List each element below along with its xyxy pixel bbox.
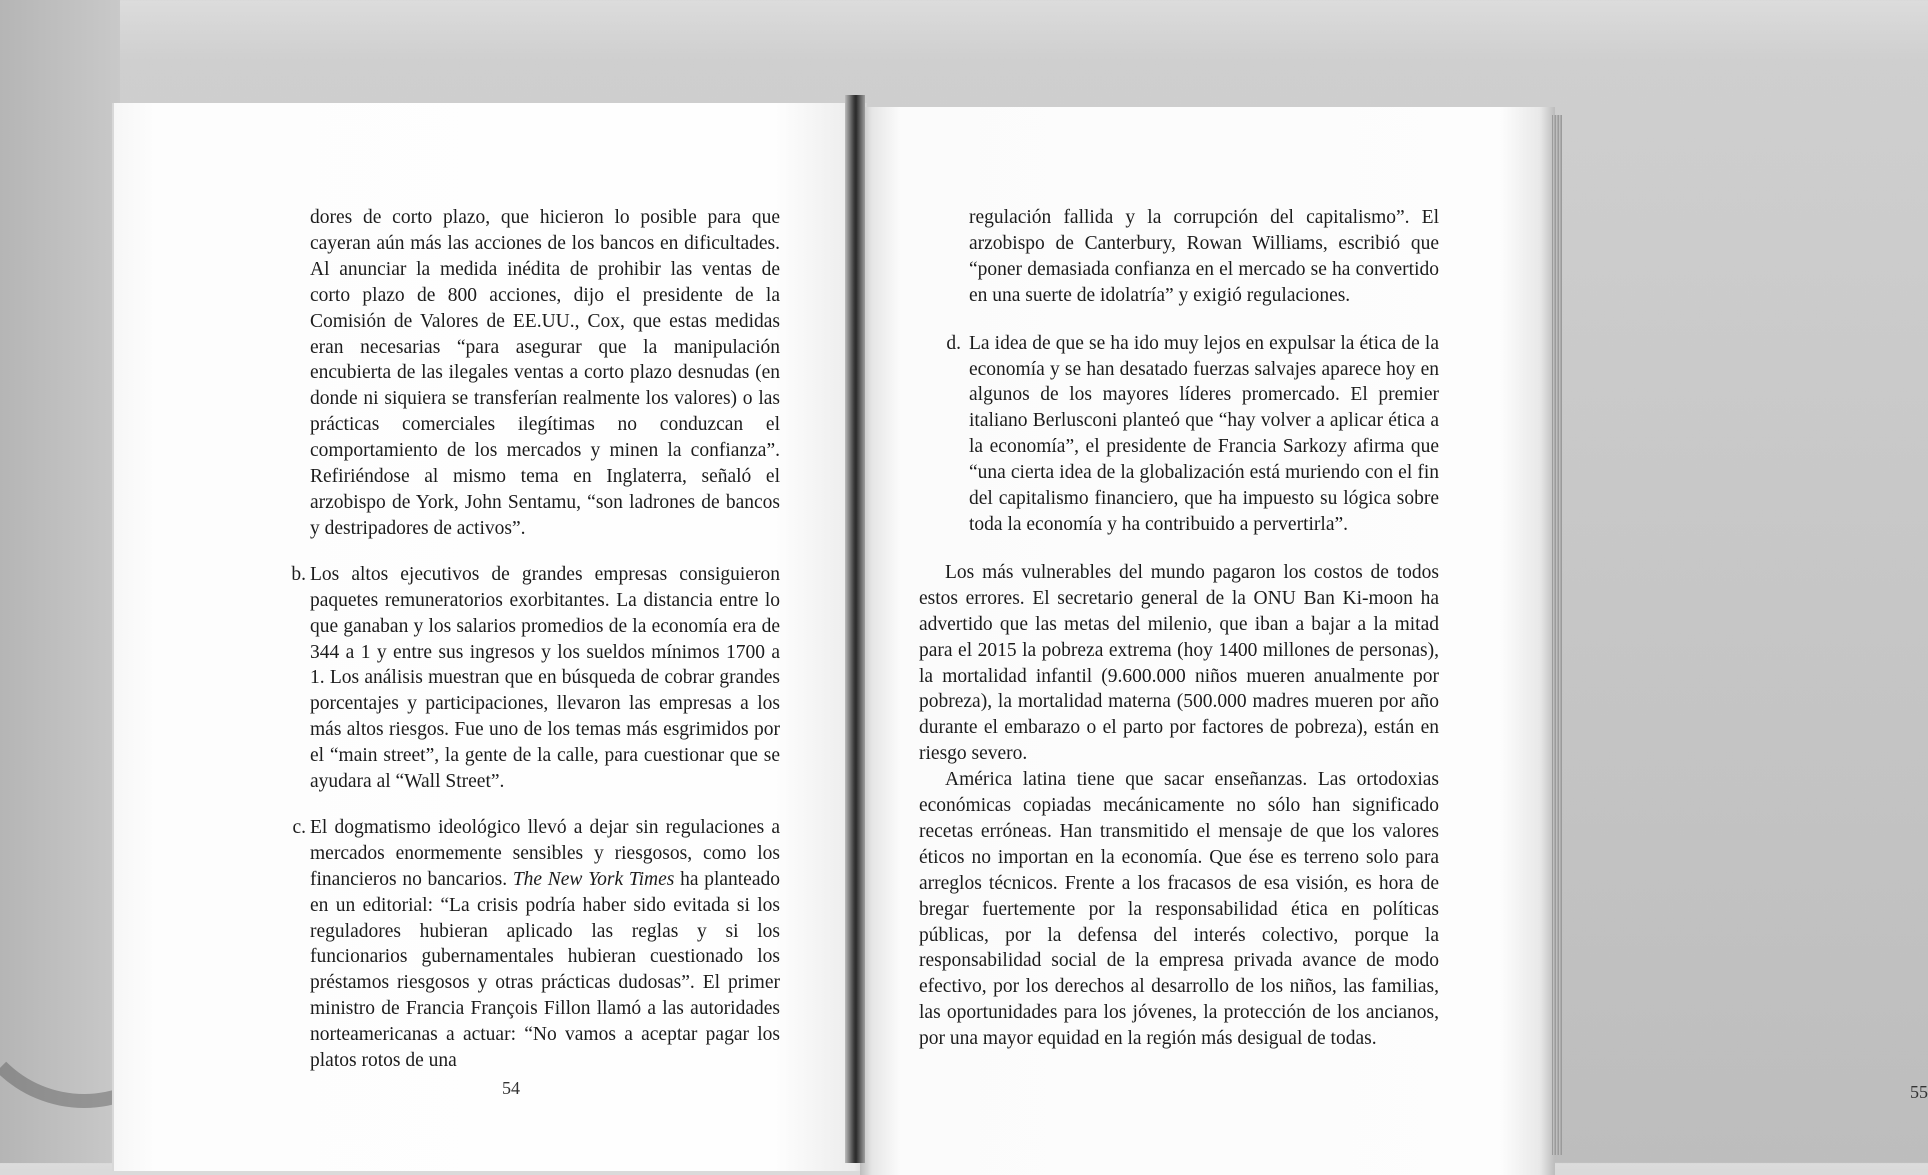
page-number-right: 55: [1910, 1082, 1928, 1102]
right-continuation-block: [919, 205, 1439, 309]
left-continuation-paragraph: dores de corto plazo, que hicieron lo posible para que cayeran aún más las acciones de los bancos en dificultades. Al anunciar la medida inédita de prohibir las ventas de corto plazo de 800 acciones, dijo el presidente de la Comisión de Valores de EE.UU., Cox, que estas medidas eran necesarias “para asegurar que la manipulación encubierta de las ilegales ventas a corto plazo desnudas (en donde ni siquiera se transferían realmente los valores) o las prácticas comerciales ilegítimas no conduzcan el comportamiento de los mercados y minen la confianza”. Refiriéndose al mismo tema en Inglaterra, señaló el arzobispo de York, John Sentamu, “son ladrones de bancos y destripadores de activos”.: [310, 207, 780, 539]
left-page: [112, 103, 867, 1171]
list-item-c: [292, 815, 780, 1074]
paragraph-america-latina: América latina tiene que sacar enseñanzas. Las ortodoxias económicas copiadas mecánicamente no sólo han significado recetas erróneas. Han transmitido el mensaje de que los valores éticos no importan en la economía. Que ése es terreno solo para arreglos técnicos. Frente a los fracasos de esa visión, es hora de bregar fuertemente por la responsabilidad ética en políticas públicas, por la defensa del interés colectivo, porque la responsabilidad social de la empresa privada avance de modo efectivo, por los derechos al desarrollo de los niños, las familias, las oportunidades para los jóvenes, la protección de los ancianos, por una mayor equidad en la región más desigual de todas.: [919, 769, 1439, 1050]
list-item-b-text: Los altos ejecutivos de grandes empresas consiguieron paquetes remuneratorios exorbitantes. La distancia entre lo que ganaban y los salarios promedios de la economía era de 344 a 1 y entre sus ingresos y los sueldos mínimos 1700 a 1. Los análisis muestran que en búsqueda de cobrar grandes porcentajes y participaciones, llevaron las empresas a los más altos riesgos. Fue uno de los temas más esgrimidos por el “main street”, la gente de la calle, para cuestionar que se ayudara al “Wall Street”.: [310, 563, 780, 793]
list-item-c-text: [310, 815, 780, 1074]
newspaper-title: The New York Times: [512, 868, 675, 890]
page-number-left: 54: [502, 1078, 520, 1098]
list-marker-b: b.: [291, 563, 306, 585]
page-edges: [1552, 115, 1562, 1155]
list-item-c-text-after: ha planteado en un editorial: “La crisis podría haber sido evitada si los reguladores hubieran aplicado las reglas y si los funcionarios gubernamentales hubieran cuestionado los préstamos riesgosos y otras prácticas dudosas”. El primer ministro de Francia François Fillon llamó a las autoridades norteamericanas a actuar: “No vamos a aceptar pagar los platos rotos de una: [310, 868, 780, 1072]
open-book: [112, 95, 1928, 1163]
left-page-body: [291, 205, 780, 1074]
list-item-c-text-before: El dogmatismo ideológico llevó a dejar sin regulaciones a mercados enormemente sensibles y riesgosos, como los financieros no bancarios.: [310, 816, 780, 890]
book-gutter: [845, 95, 865, 1163]
list-item-d: [919, 331, 1439, 538]
list-marker-d: d.: [946, 332, 961, 354]
list-marker-c: c.: [292, 816, 306, 838]
paragraph-vulnerables: Los más vulnerables del mundo pagaron los costos de todos estos errores. El secretario general de la ONU Ban Ki-moon ha advertido que las metas del milenio, que iban a bajar a la mitad para el 2015 la pobreza extrema (hoy 1400 millones de personas), la mortalidad infantil (9.600.000 niños mueren anualmente por pobreza), la mortalidad materna (500.000 madres mueren por año durante el embarazo o el parto por factores de pobreza), están en riesgo severo.: [919, 561, 1439, 765]
right-page-body: [919, 205, 1439, 1052]
list-item-d-text: La idea de que se ha ido muy lejos en expulsar la ética de la economía y se han desatado fuerzas salvajes aparece hoy en algunos de los mayores líderes promercado. El premier italiano Berlusconi planteó que “hay volver a aplicar ética a la economía”, el presidente de Francia Sarkozy afirma que “una cierta idea de la globalización está muriendo con el fin del capitalismo financiero, que ha impuesto su lógica sobre toda la economía y ha contribuido a pervertirla”.: [969, 332, 1439, 535]
right-continuation-paragraph: regulación fallida y la corrupción del capitalismo”. El arzobispo de Canterbury, Rowan Williams, escribió que “poner demasiada confianza en el mercado se ha convertido en una suerte de idolatría” y exigió regulaciones.: [969, 207, 1439, 306]
list-item-b: [291, 562, 780, 795]
